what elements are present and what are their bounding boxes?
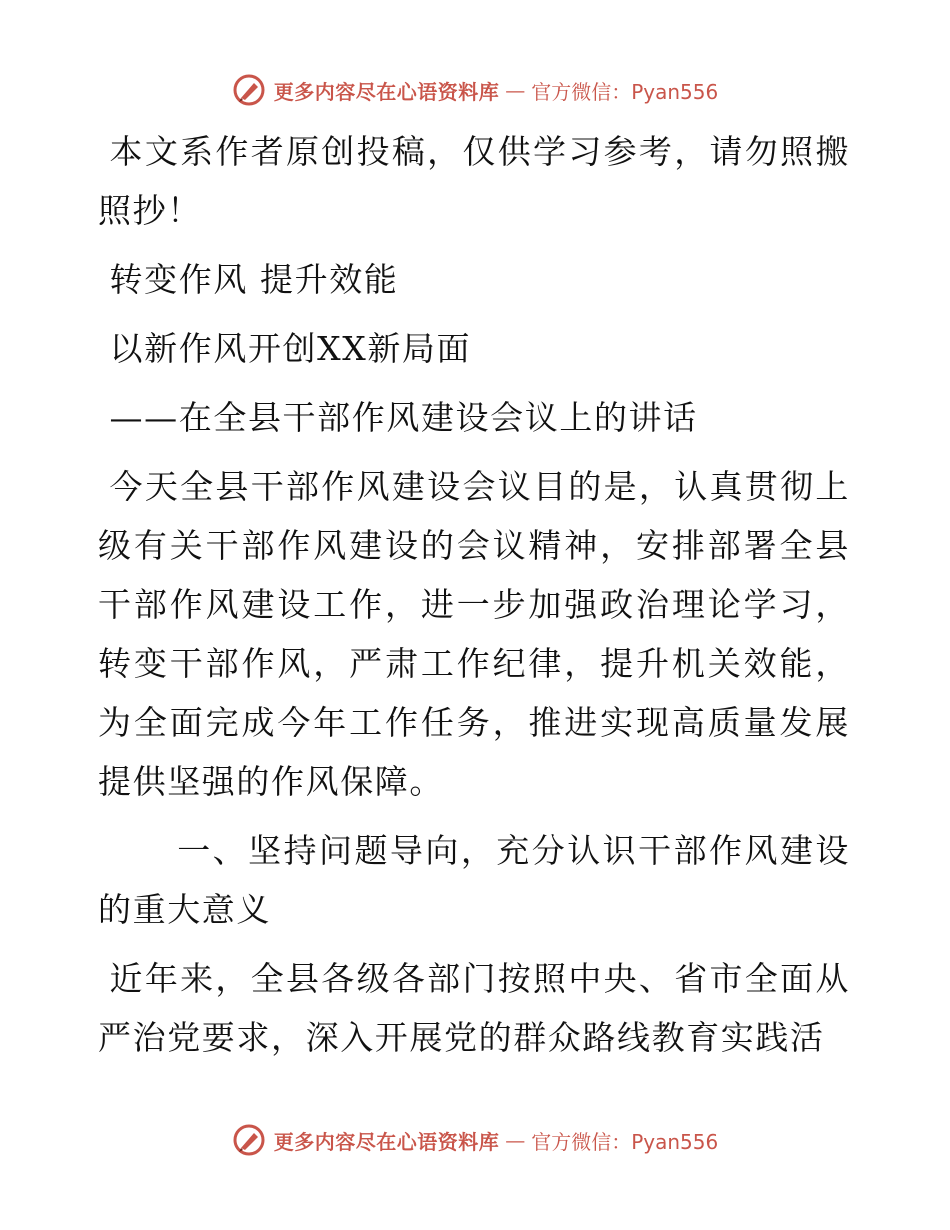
watermark-wechat: 官方微信：Pyan556 xyxy=(531,1129,719,1154)
watermark-brand: 更多内容尽在心语资料库 xyxy=(273,79,500,104)
subtitle: ——在全县干部作风建设会议上的讲话 xyxy=(109,398,698,437)
watermark-brand: 更多内容尽在心语资料库 xyxy=(273,1129,500,1154)
quill-logo-icon xyxy=(232,73,266,107)
watermark-separator: — xyxy=(505,78,526,102)
disclaimer: 本文系作者原创投稿，仅供学习参考，请勿照搬照抄！ xyxy=(98,132,850,230)
title-line-2: 以新作风开创XX新局面 xyxy=(109,329,472,368)
watermark-wechat: 官方微信：Pyan556 xyxy=(531,79,719,104)
watermark-separator: — xyxy=(505,1128,526,1152)
footer-watermark xyxy=(0,1120,950,1160)
title-line-1: 转变作风 提升效能 xyxy=(109,260,399,299)
document-body xyxy=(98,122,850,1067)
section-1-paragraph: 近年来，全县各级各部门按照中央、省市全面从严治党要求，深入开展党的群众路线教育实践活 xyxy=(98,959,850,1057)
section-1-heading: 一、坚持问题导向，充分认识干部作风建设的重大意义 xyxy=(98,831,850,929)
intro-paragraph: 今天全县干部作风建设会议目的是，认真贯彻上级有关干部作风建设的会议精神，安排部署全县干部作风建设工作，进一步加强政治理论学习，转变干部作风，严肃工作纪律，提升机关效能，为全面完成今年工作任务，推进实现高质量发展提供坚强的作风保障。 xyxy=(98,467,850,801)
quill-logo-icon xyxy=(232,1123,266,1157)
header-watermark xyxy=(0,70,950,110)
